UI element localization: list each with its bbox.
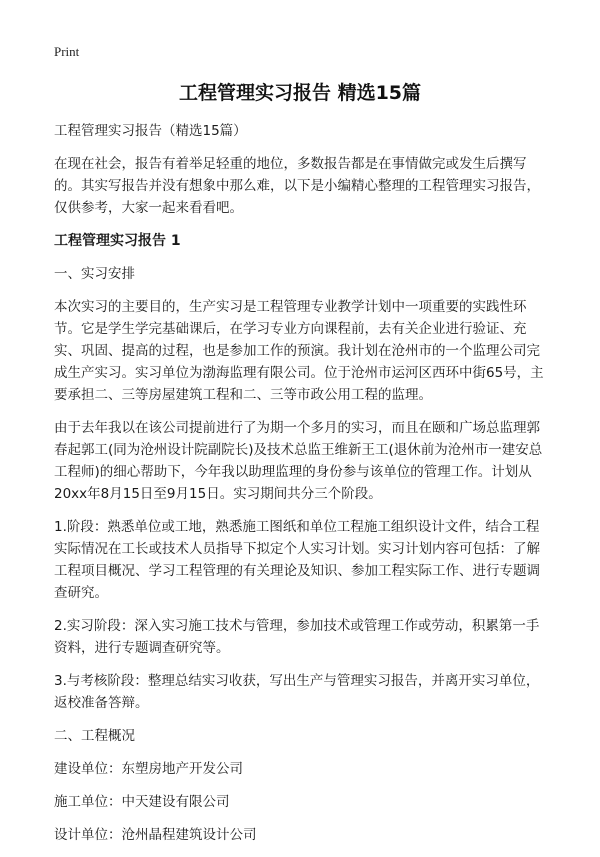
subtitle: 工程管理实习报告（精选15篇） (54, 123, 247, 139)
paragraph-stage-3: 3.与考核阶段：整理总结实习收获，写出生产与管理实习报告，并离开实习单位，返校准备答辩。 (54, 673, 540, 711)
page-title: 工程管理实习报告 精选15篇 (178, 82, 422, 104)
article-body (54, 120, 550, 857)
builder-unit: 建设单位：东塑房地产开发公司 (54, 761, 243, 777)
paragraph-background: 由于去年我以在该公司提前进行了为期一个多月的实习，而且在颐和广场总监理郭春起郭工(同为沧州设计院副院长)及技术总监王维新王工(退休前为沧州市一建安总工程师)的细心帮助下，今年我以助理监理的身份参与该单位的管理工作。计划从20xx年8月15日至9月15日。实习期间共分三个阶段。 (54, 420, 543, 502)
heading-overview: 二、工程概况 (54, 728, 135, 744)
paragraph-stage-1: 1.阶段：熟悉单位或工地，熟悉施工图纸和单位工程施工组织设计文件，结合工程实际情况在工长或技术人员指导下拟定个人实习计划。实习计划内容可包括：了解工程项目概况、学习工程管理的有关理论及知识、参加工程实际工作、进行专题调查研究。 (54, 519, 540, 601)
design-unit: 设计单位：沧州晶程建筑设计公司 (54, 827, 257, 843)
paragraph-stage-2: 2.实习阶段：深入实习施工技术与管理，参加技术或管理工作或劳动，积累第一手资料，进行专题调查研究等。 (54, 618, 540, 656)
heading-arrangement: 一、实习安排 (54, 266, 135, 282)
section-heading: 工程管理实习报告 1 (54, 233, 181, 249)
paragraph-purpose: 本次实习的主要目的，生产实习是工程管理专业教学计划中一项重要的实践性环节。它是学生学完基础课后，在学习专业方向课程前，去有关企业进行验证、充实、巩固、提高的过程，也是参加工作的预演。我计划在沧州市的一个监理公司完成生产实习。实习单位为渤海监理有限公司。位于沧州市运河区西环中街65号，主要承担二、三等房屋建筑工程和二、三等市政公用工程的监理。 (54, 299, 544, 403)
print-link[interactable]: Print (54, 44, 80, 59)
construction-unit: 施工单位：中天建设有限公司 (54, 794, 230, 810)
intro-paragraph: 在现在社会，报告有着举足轻重的地位，多数报告都是在事情做完或发生后撰写的。其实写报告并没有想象中那么难，以下是小编精心整理的工程管理实习报告，仅供参考，大家一起来看看吧。 (54, 156, 540, 216)
